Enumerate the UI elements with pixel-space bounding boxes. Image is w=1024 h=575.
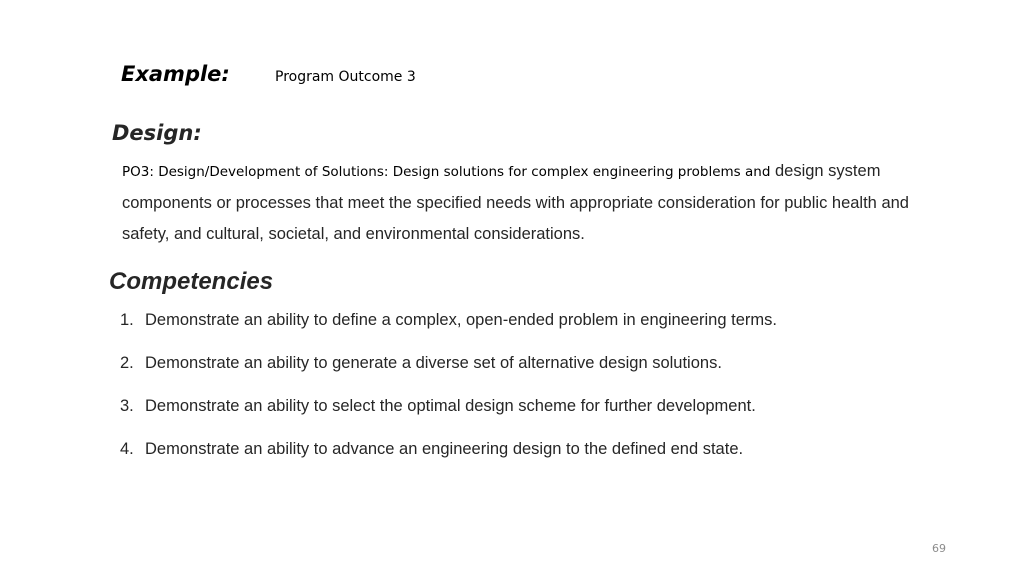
list-item-text: Demonstrate an ability to select the optimal design scheme for further development.: [145, 397, 756, 415]
example-label: Example:: [121, 62, 230, 86]
list-item-number: 1.: [120, 311, 134, 329]
list-item-number: 4.: [120, 440, 134, 458]
list-item-number: 2.: [120, 354, 134, 372]
list-item: [120, 309, 940, 352]
list-item: [120, 438, 940, 481]
competencies-list: [120, 309, 940, 481]
po-rest-text: design system components or processes that meet the specified needs with appropriate consideration for public health and safety, and cultural, societal, and environmental considerations.: [122, 162, 909, 243]
page-number: 69: [932, 542, 946, 555]
list-item-number: 3.: [120, 397, 134, 415]
list-item: [120, 395, 940, 438]
po-lead-text: PO3: Design/Development of Solutions: Design solutions for complex engineering problems and: [122, 164, 771, 180]
list-item: [120, 352, 940, 395]
example-value: Program Outcome 3: [275, 69, 416, 85]
list-item-text: Demonstrate an ability to define a complex, open-ended problem in engineering terms.: [145, 311, 777, 329]
design-heading: Design:: [112, 121, 202, 145]
list-item-text: Demonstrate an ability to advance an engineering design to the defined end state.: [145, 440, 744, 458]
competencies-heading: Competencies: [109, 268, 274, 295]
po-description: [122, 156, 952, 250]
list-item-text: Demonstrate an ability to generate a diverse set of alternative design solutions.: [145, 354, 722, 372]
